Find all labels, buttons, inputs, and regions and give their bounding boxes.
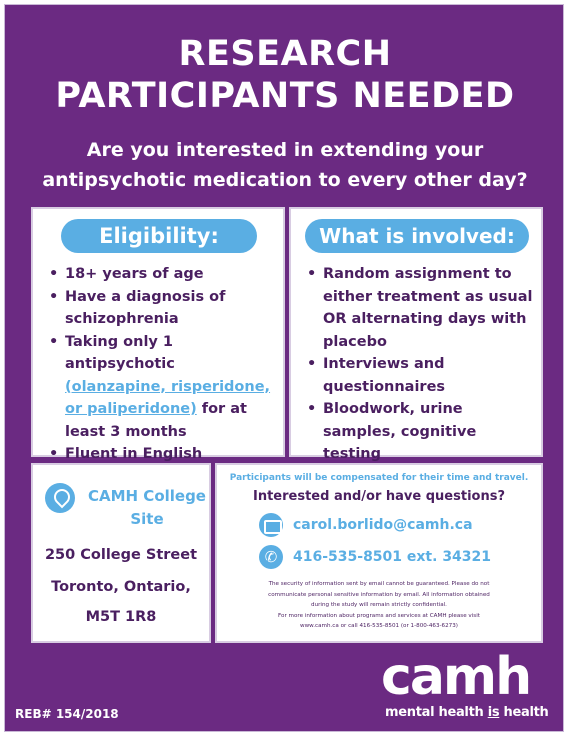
- fine-line: communicate personal sensitive information by email. All information obtained: [268, 591, 490, 598]
- eligibility-list: [43, 263, 279, 466]
- involved-heading: What is involved:: [305, 219, 529, 253]
- compensation-note: Participants will be compensated for their time and travel.: [229, 473, 529, 483]
- list-item-text: Taking only 1 antipsychotic: [65, 333, 175, 372]
- list-item: • Random assignment to either treatment as usual OR alternating days with placebo: [301, 263, 539, 353]
- site-name: [83, 485, 211, 531]
- logo-tagline: [385, 705, 549, 720]
- medication-link[interactable]: (olanzapine, risperidone, or paliperidone): [65, 378, 271, 417]
- list-item: • 18+ years of age: [43, 263, 279, 286]
- list-item: • Interviews and questionnaires: [301, 353, 539, 398]
- title-line-2: PARTICIPANTS NEEDED: [55, 76, 515, 116]
- site-name-line-2: Site: [130, 510, 164, 528]
- contact-panel: [215, 463, 543, 643]
- subtitle-line-1: Are you interested in extending your: [86, 139, 484, 161]
- list-item: [43, 331, 279, 444]
- reb-number: REB# 154/2018: [15, 707, 119, 721]
- site-panel: [31, 463, 211, 643]
- list-item: • Bloodwork, urine samples, cognitive testing: [301, 398, 539, 466]
- address-city: Toronto, Ontario,: [51, 579, 191, 595]
- phone-number[interactable]: 416-535-8501 ext. 34321: [293, 549, 492, 565]
- title-line-1: RESEARCH: [178, 34, 392, 74]
- fine-line: The security of information sent by email cannot be guaranteed. Please do not: [268, 581, 490, 587]
- fine-line: For more information about programs and services at CAMH please visit: [278, 612, 480, 619]
- fine-line: during the study will remain strictly confidential.: [311, 602, 447, 608]
- contact-question: Interested and/or have questions?: [253, 489, 505, 504]
- poster: [4, 4, 564, 732]
- subtitle-line-2: antipsychotic medication to every other day?: [42, 169, 528, 191]
- list-item: • Fluent in English: [43, 443, 279, 466]
- page-title: [5, 33, 565, 117]
- privacy-notice: [229, 579, 529, 632]
- phone-icon: [259, 545, 283, 569]
- email-link[interactable]: carol.borlido@camh.ca: [293, 517, 473, 533]
- tagline-is: is: [487, 705, 500, 720]
- involved-panel: [289, 207, 543, 462]
- envelope-icon: [259, 513, 283, 537]
- address-street: 250 College Street: [44, 547, 198, 563]
- subtitle: [5, 135, 565, 195]
- camh-logo: camh: [381, 647, 531, 707]
- list-item: • Have a diagnosis of schizophrenia: [43, 286, 279, 331]
- tagline-part: health: [499, 705, 549, 720]
- tagline-part: mental health: [385, 705, 488, 720]
- eligibility-heading: Eligibility:: [61, 219, 257, 253]
- involved-list: [301, 263, 539, 466]
- address-postal-code: M5T 1R8: [85, 609, 157, 625]
- list-item-tail: for at least 3 months: [65, 401, 247, 440]
- eligibility-panel: [31, 207, 285, 462]
- fine-line: www.camh.ca or call 416-535-8501 (or 1-800-463-6273): [300, 623, 458, 629]
- site-name-line-1: CAMH College: [87, 487, 206, 505]
- location-pin-icon: [45, 483, 75, 513]
